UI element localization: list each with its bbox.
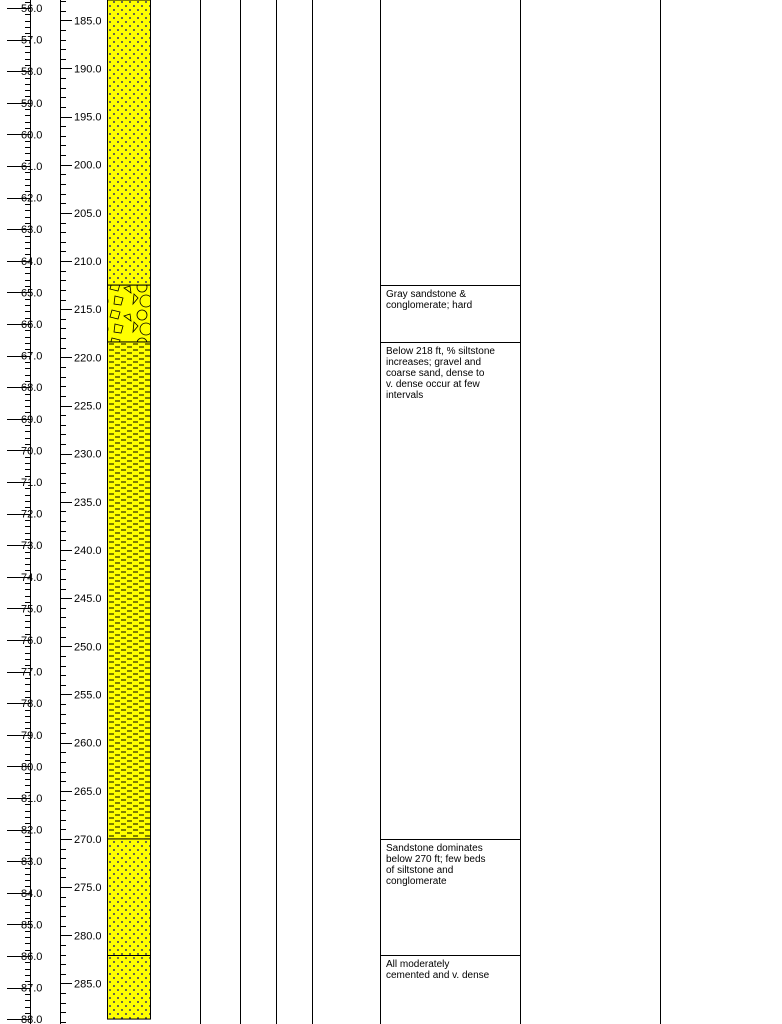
feet-tick-label: 270.0 <box>74 833 102 846</box>
meters-tick-label: 57.0 <box>21 34 43 47</box>
meters-tick-label: 72.0 <box>21 508 43 521</box>
lithology-unit-siltstone <box>108 342 151 839</box>
feet-tick-label: 205.0 <box>74 207 102 220</box>
meters-tick-label: 65.0 <box>21 287 43 300</box>
feet-tick-label: 275.0 <box>74 882 102 895</box>
feet-tick-label: 220.0 <box>74 352 102 365</box>
lithology-column <box>108 0 151 1019</box>
description-gray-sandstone: Gray sandstone & conglomerate; hard <box>386 288 473 311</box>
meters-tick-label: 84.0 <box>21 887 43 900</box>
meters-tick-label: 64.0 <box>21 255 43 268</box>
feet-tick-label: 225.0 <box>74 400 102 413</box>
feet-tick-label: 250.0 <box>74 641 102 654</box>
meters-tick-label: 60.0 <box>21 129 43 142</box>
feet-tick-label: 185.0 <box>74 15 102 28</box>
feet-tick-label: 260.0 <box>74 737 102 750</box>
meters-tick-label: 83.0 <box>21 856 43 869</box>
meters-tick-label: 71.0 <box>21 477 43 489</box>
feet-tick-label: 235.0 <box>74 496 102 509</box>
meters-tick-label: 77.0 <box>21 666 43 679</box>
meters-tick-label: 69.0 <box>21 413 43 426</box>
feet-tick-label: 215.0 <box>74 304 102 317</box>
meters-tick-label: 61.0 <box>21 161 43 173</box>
description-sandstone-dominates: Sandstone dominates below 270 ft; few beds of siltstone and conglomerate <box>386 842 486 887</box>
meters-tick-label: 59.0 <box>21 97 43 110</box>
meters-tick-label: 58.0 <box>21 66 43 79</box>
meters-tick-label: 80.0 <box>21 761 43 774</box>
feet-scale <box>61 0 102 1024</box>
meters-tick-label: 78.0 <box>21 698 43 711</box>
description-moderately-cemented: All moderately cemented and v. dense <box>386 958 490 981</box>
meters-tick-label: 88.0 <box>21 1014 43 1024</box>
feet-tick-label: 195.0 <box>74 111 102 124</box>
meters-tick-label: 87.0 <box>21 982 43 995</box>
description-siltstone-increase: Below 218 ft, % siltstone increases; gravel and coarse sand, dense to v. dense occur at few intervals <box>386 345 495 401</box>
feet-tick-label: 285.0 <box>74 978 102 991</box>
lithology-unit-conglomerate <box>108 285 151 342</box>
meters-scale <box>7 0 42 1024</box>
lithology-unit-sandstone <box>108 839 151 956</box>
meters-tick-label: 67.0 <box>21 350 43 363</box>
meters-tick-label: 75.0 <box>21 603 43 616</box>
meters-tick-label: 66.0 <box>21 319 43 331</box>
meters-tick-label: 56.0 <box>21 3 43 15</box>
feet-tick-label: 255.0 <box>74 689 102 702</box>
feet-tick-label: 200.0 <box>74 159 102 172</box>
meters-tick-label: 76.0 <box>21 635 43 647</box>
meters-tick-label: 68.0 <box>21 382 43 395</box>
meters-tick-label: 63.0 <box>21 224 43 237</box>
meters-tick-label: 86.0 <box>21 951 43 963</box>
meters-tick-label: 74.0 <box>21 571 43 584</box>
lithology-unit-sandstone <box>108 0 151 285</box>
feet-tick-label: 245.0 <box>74 593 102 606</box>
meters-tick-label: 81.0 <box>21 793 43 805</box>
lithology-unit-sandstone <box>108 955 151 1019</box>
feet-tick-label: 265.0 <box>74 785 102 798</box>
meters-tick-label: 79.0 <box>21 729 43 742</box>
meters-tick-label: 70.0 <box>21 445 43 458</box>
feet-tick-label: 230.0 <box>74 448 102 461</box>
meters-tick-label: 73.0 <box>21 540 43 553</box>
meters-tick-label: 62.0 <box>21 192 43 205</box>
feet-tick-label: 280.0 <box>74 930 102 943</box>
feet-tick-label: 210.0 <box>74 256 102 269</box>
meters-tick-label: 85.0 <box>21 919 43 932</box>
feet-tick-label: 240.0 <box>74 545 102 558</box>
feet-tick-label: 190.0 <box>74 63 102 76</box>
meters-tick-label: 82.0 <box>21 824 43 837</box>
